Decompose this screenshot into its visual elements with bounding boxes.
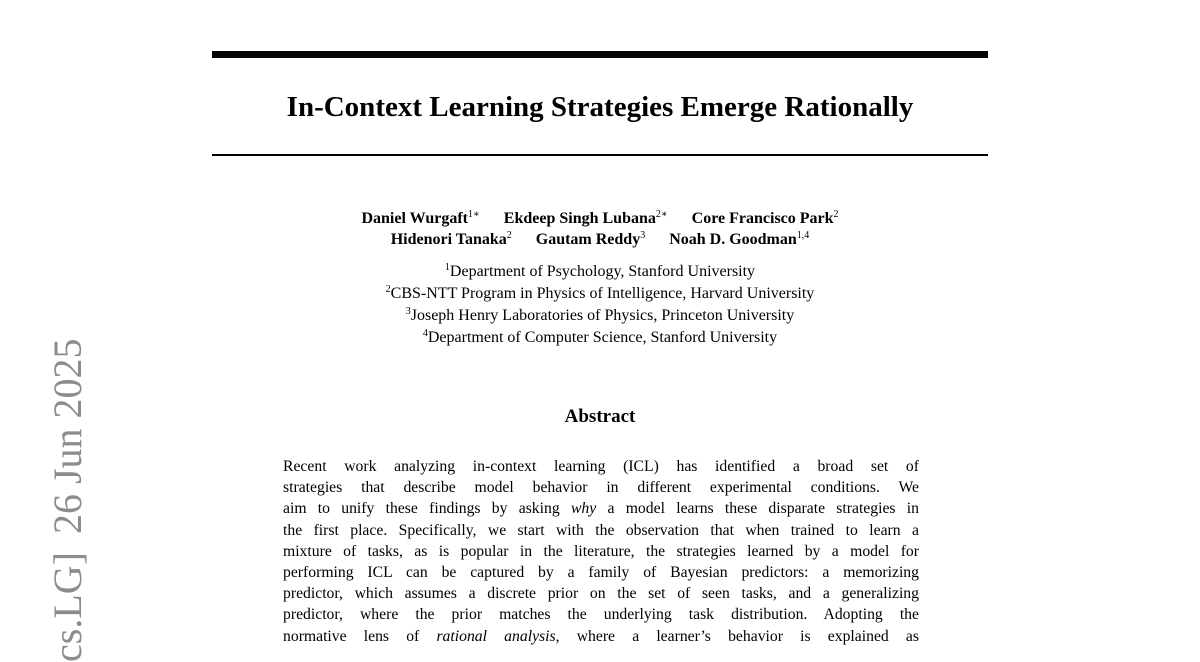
author: Ekdeep Singh Lubana$^{2∗}$ — [503, 209, 668, 227]
paper-title: In-Context Learning Strategies Emerge Rationally — [286, 91, 914, 123]
abstract-line: strategies that describe model behavior in different experimental conditions. We — [283, 479, 919, 497]
abstract-line: aim to unify these findings by asking why a model learns these disparate strategies in — [283, 500, 920, 518]
arxiv-category: cs.LG] — [45, 552, 90, 662]
affiliation: $^2$CBS-NTT Program in Physics of Intelligence, Harvard University — [385, 284, 815, 302]
abstract-line: performing ICL can be captured by a family of Bayesian predictors: a memorizing — [283, 563, 919, 581]
author-row-1 — [212, 208, 988, 229]
author-row-2 — [212, 229, 988, 250]
author: Hidenori Tanaka$^2$ — [390, 230, 512, 248]
abstract-line: the first place. Specifically, we start with the observation that when trained to learn a — [283, 521, 919, 539]
title-top-rule — [212, 51, 988, 58]
abstract-line: mixture of tasks, as is popular in the literature, the strategies learned by a model for — [283, 542, 919, 560]
affiliation: $^3$Joseph Henry Laboratories of Physics, Princeton University — [405, 306, 795, 324]
abstract-line: normative lens of rational analysis, where a learner’s behavior is explained as — [283, 627, 919, 645]
abstract-line: predictor, where the prior matches the underlying task distribution. Adopting the — [283, 606, 919, 624]
arxiv-date: 26 Jun 2025 — [45, 338, 90, 535]
title-bottom-rule — [212, 154, 988, 156]
affiliation: $^4$Department of Computer Science, Stanford University — [422, 328, 778, 346]
affiliation-list — [212, 261, 988, 349]
author: Noah D. Goodman$^{1,4}$ — [669, 230, 810, 248]
abstract-body — [283, 456, 919, 647]
abstract-line: Recent work analyzing in-context learning (ICL) has identified a broad set of — [283, 458, 919, 475]
affiliation: $^1$Department of Psychology, Stanford University — [444, 262, 756, 280]
abstract-line: predictor, which assumes a discrete prior on the set of seen tasks, and a generalizing — [283, 585, 919, 603]
author: Daniel Wurgaft$^{1∗}$ — [361, 209, 480, 227]
author-list — [212, 208, 988, 250]
author: Core Francisco Park$^2$ — [691, 209, 839, 227]
arxiv-sidebar-stamp — [45, 338, 90, 662]
abstract-heading: Abstract — [564, 406, 636, 427]
author: Gautam Reddy$^3$ — [535, 230, 646, 248]
